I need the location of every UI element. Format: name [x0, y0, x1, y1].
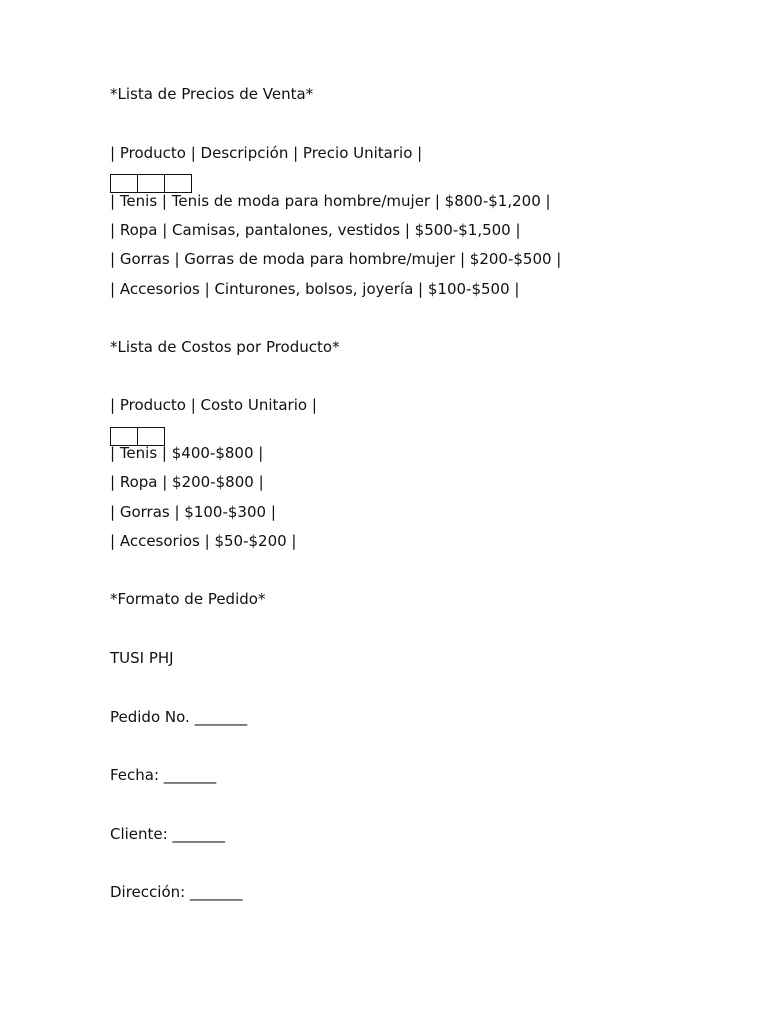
- sales-price-row-accesorios: | Accesorios | Cinturones, bolsos, joyería | $100-$500 |: [110, 280, 520, 298]
- cost-row-ropa: | Ropa | $200-$800 |: [110, 473, 264, 491]
- client-field: Cliente: _______: [110, 825, 225, 843]
- cost-row-tenis: | Tenis | $400-$800 |: [110, 444, 264, 462]
- sales-price-table-header: | Producto | Descripción | Precio Unitario |: [110, 144, 423, 162]
- cost-row-gorras: | Gorras | $100-$300 |: [110, 503, 276, 521]
- sales-price-list-title: *Lista de Precios de Venta*: [110, 85, 314, 103]
- sales-price-row-gorras: | Gorras | Gorras de moda para hombre/mujer | $200-$500 |: [110, 250, 562, 268]
- company-name: TUSI PHJ: [110, 649, 174, 667]
- sales-price-row-tenis: | Tenis | Tenis de moda para hombre/mujer | $800-$1,200 |: [110, 192, 551, 210]
- order-number-field: Pedido No. _______: [110, 708, 248, 726]
- date-field: Fecha: _______: [110, 766, 217, 784]
- cost-table-header: | Producto | Costo Unitario |: [110, 396, 317, 414]
- cost-list-title: *Lista de Costos por Producto*: [110, 338, 340, 356]
- sales-price-row-ropa: | Ropa | Camisas, pantalones, vestidos | $500-$1,500 |: [110, 221, 521, 239]
- cost-row-accesorios: | Accesorios | $50-$200 |: [110, 532, 297, 550]
- order-format-title: *Formato de Pedido*: [110, 590, 266, 608]
- address-field: Dirección: _______: [110, 883, 243, 901]
